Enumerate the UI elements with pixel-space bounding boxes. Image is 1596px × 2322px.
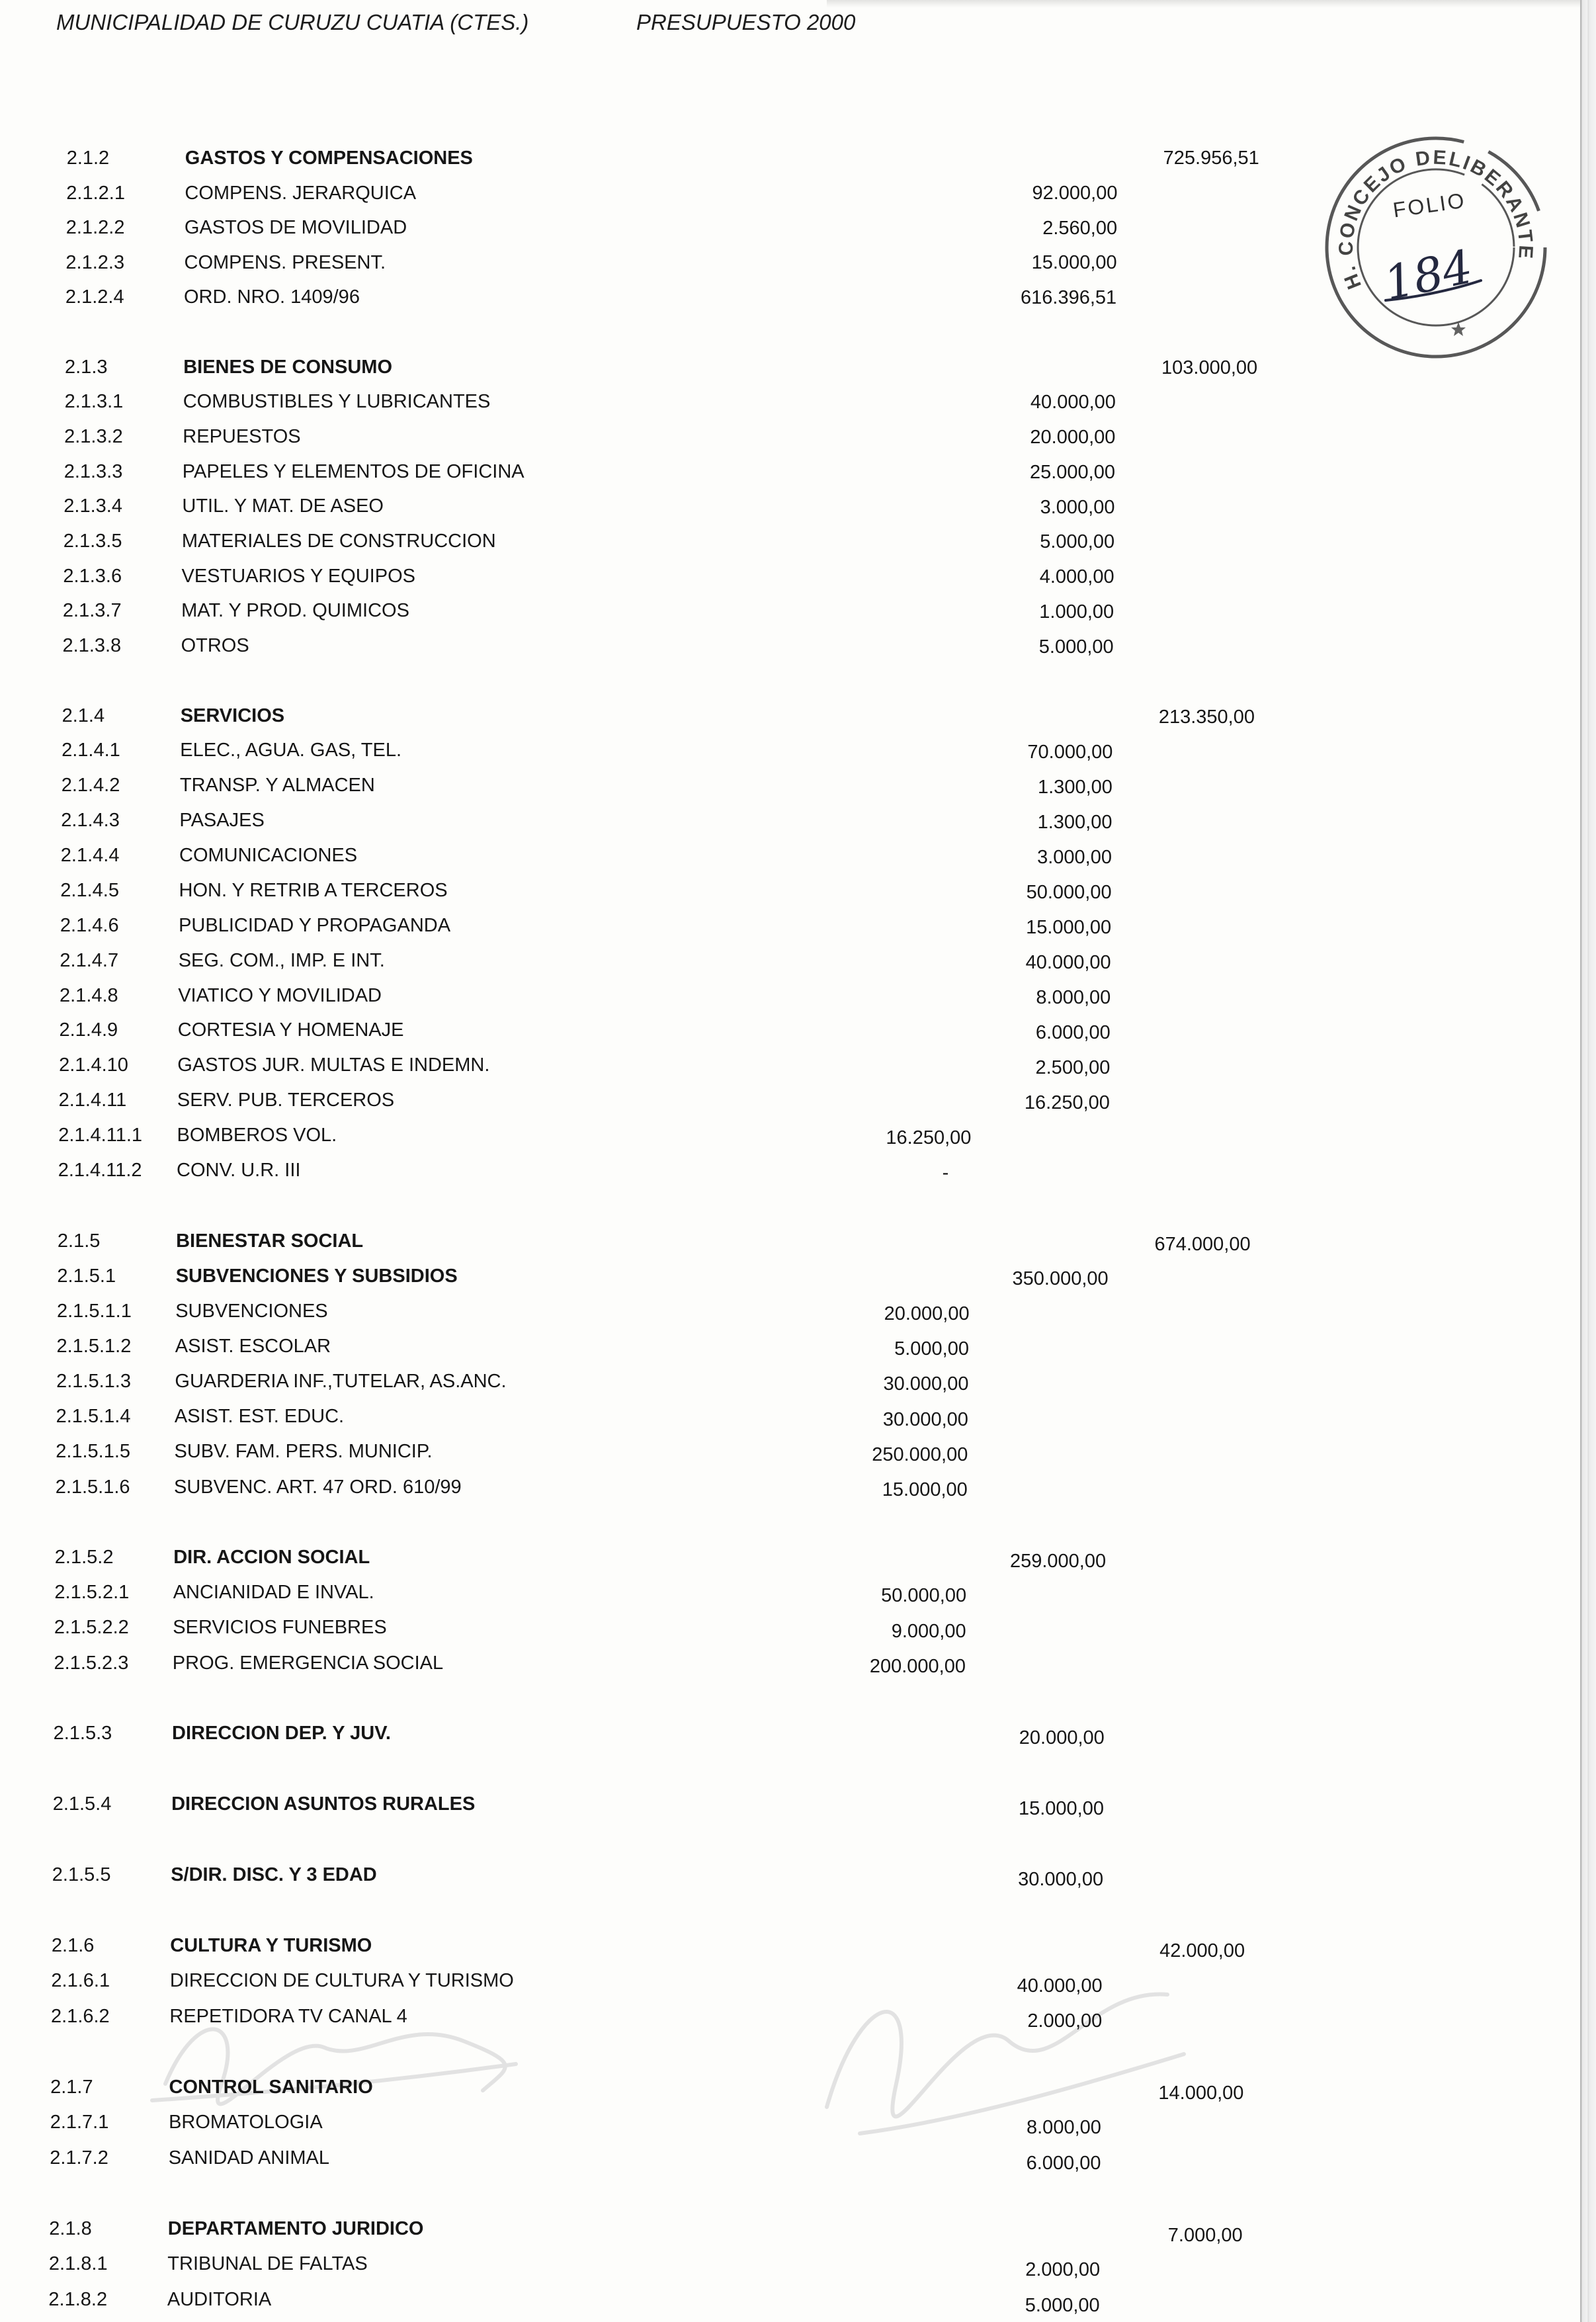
item-description: COMPENS. JERARQUICA	[185, 182, 417, 204]
account-code: 2.1.5.1.3	[56, 1370, 131, 1392]
account-code: 2.1.4.4	[60, 844, 120, 866]
account-code: 2.1.5.1.1	[57, 1300, 132, 1322]
account-code: 2.1.4.11.1	[58, 1125, 143, 1146]
budget-row-item	[0, 253, 1580, 273]
item-amount: 92.000,00	[1032, 182, 1118, 204]
account-code: 2.1.3.2	[64, 425, 123, 447]
item-amount: 3.000,00	[1040, 496, 1115, 518]
subsection-item-description: ASIST. ESCOLAR	[175, 1335, 331, 1357]
subsection-item-amount: 50.000,00	[881, 1585, 967, 1607]
item-description: REPETIDORA TV CANAL 4	[169, 2005, 407, 2027]
subsection-item-description: GUARDERIA INF.,TUTELAR, AS.ANC.	[175, 1370, 507, 1392]
account-code: 2.1.3.8	[62, 635, 122, 656]
account-code: 2.1.4.5	[60, 879, 119, 901]
section-title: DEPARTAMENTO JURIDICO	[167, 2217, 424, 2239]
subsection-item-description: SUBVENC. ART. 47 ORD. 610/99	[174, 1476, 462, 1498]
budget-row-section	[0, 1934, 1580, 1962]
item-amount: 20.000,00	[1030, 426, 1116, 448]
account-code: 2.1.6	[51, 1934, 95, 1956]
subsection-item-amount: 250.000,00	[872, 1443, 968, 1465]
item-amount: 2.000,00	[1025, 2258, 1101, 2280]
budget-row-subsection	[0, 1864, 1580, 1890]
budget-row-item	[0, 497, 1580, 516]
item-description: SEG. COM., IMP. E INT.	[178, 949, 385, 971]
budget-row-subsection	[0, 1723, 1580, 1748]
section-title: CONTROL SANITARIO	[169, 2076, 373, 2098]
account-code: 2.1.8.1	[48, 2253, 108, 2275]
account-code: 2.1.3.4	[63, 495, 122, 517]
item-amount: 3.000,00	[1037, 846, 1112, 868]
budget-row-item	[0, 567, 1580, 586]
subsection-item-amount: 9.000,00	[891, 1620, 966, 1642]
subsection-item-description: ASIST. EST. EDUC.	[174, 1406, 345, 1428]
item-description: GASTOS DE MOVILIDAD	[184, 217, 407, 239]
budget-row-item	[0, 879, 1580, 903]
budget-row-item	[0, 2289, 1580, 2316]
budget-row-item	[0, 986, 1580, 1006]
budget-row-item	[0, 1054, 1580, 1079]
budget-row-item	[0, 427, 1580, 447]
account-code: 2.1.4.9	[59, 1019, 118, 1041]
subitem-description: BOMBEROS VOL.	[177, 1125, 337, 1146]
budget-row-subitem	[0, 1160, 1580, 1183]
budget-row-item	[0, 914, 1580, 938]
section-amount: 213.350,00	[1158, 707, 1255, 728]
account-code: 2.1.4.11	[58, 1090, 127, 1111]
budget-row-item	[0, 392, 1580, 411]
item-description: GASTOS JUR. MULTAS E INDEMN.	[177, 1054, 490, 1076]
subsection-item-amount: 15.000,00	[882, 1479, 968, 1501]
item-amount: 40.000,00	[1017, 1975, 1103, 1997]
subitem-amount: -	[942, 1162, 949, 1183]
subsection-title: DIRECCION ASUNTOS RURALES	[171, 1793, 476, 1815]
item-amount: 8.000,00	[1027, 2117, 1101, 2139]
item-amount: 40.000,00	[1030, 392, 1116, 413]
item-amount: 4.000,00	[1039, 566, 1114, 588]
budget-row-item	[0, 1970, 1580, 1997]
subsection-item-amount: 5.000,00	[894, 1338, 969, 1359]
budget-row-item	[0, 601, 1580, 621]
account-code: 2.1.5.1.6	[55, 1476, 130, 1498]
budget-row-item	[0, 810, 1580, 833]
item-description: BROMATOLOGIA	[169, 2112, 323, 2133]
budget-row-item	[0, 532, 1580, 551]
budget-row-section	[0, 2217, 1580, 2246]
budget-row-item	[0, 218, 1580, 237]
account-code: 2.1.4.3	[61, 810, 120, 831]
item-amount: 25.000,00	[1029, 461, 1115, 483]
budget-row-item	[0, 2253, 1580, 2280]
budget-row-item	[0, 844, 1580, 868]
budget-row-section	[0, 1230, 1580, 1255]
budget-row-subsection-item	[0, 1441, 1580, 1465]
item-description: AUDITORIA	[167, 2289, 272, 2310]
budget-row-section	[0, 358, 1580, 377]
budget-row-section	[0, 2076, 1580, 2104]
account-code: 2.1.5.4	[52, 1793, 112, 1815]
item-amount: 616.396,51	[1021, 286, 1117, 308]
subsection-amount: 350.000,00	[1012, 1268, 1109, 1290]
account-code: 2.1.6.1	[51, 1970, 110, 1992]
account-code: 2.1.8.2	[48, 2289, 108, 2310]
account-code: 2.1.3.1	[64, 391, 124, 413]
item-amount: 50.000,00	[1026, 881, 1112, 903]
item-amount: 2.000,00	[1027, 2010, 1103, 2032]
budget-row-subsection-item	[0, 1476, 1580, 1501]
item-description: VIATICO Y MOVILIDAD	[178, 984, 382, 1006]
budget-row-item	[0, 288, 1580, 307]
subsection-amount: 20.000,00	[1019, 1727, 1105, 1748]
account-code: 2.1.6.2	[51, 2005, 110, 2027]
account-code: 2.1.4.2	[61, 775, 120, 796]
account-code: 2.1.5.3	[53, 1723, 112, 1744]
item-description: PASAJES	[179, 810, 265, 831]
item-amount: 40.000,00	[1025, 951, 1111, 973]
stamp-label: FOLIO	[1391, 188, 1468, 222]
subitem-amount: 16.250,00	[886, 1127, 972, 1148]
budget-row-item	[0, 740, 1580, 763]
account-code: 2.1.5.1.2	[56, 1335, 132, 1357]
item-description: PUBLICIDAD Y PROPAGANDA	[179, 914, 451, 936]
budget-row-subsection	[0, 1546, 1580, 1572]
item-description: COMUNICACIONES	[179, 844, 358, 866]
account-code: 2.1.7.1	[50, 2112, 109, 2133]
budget-row-item	[0, 1019, 1580, 1043]
account-code: 2.1.3.5	[63, 530, 122, 552]
stamp-folio-number: 184	[1379, 239, 1478, 311]
subsection-item-amount: 200.000,00	[869, 1655, 966, 1677]
subsection-amount: 259.000,00	[1009, 1550, 1107, 1572]
item-description: TRIBUNAL DE FALTAS	[167, 2253, 368, 2275]
item-amount: 5.000,00	[1038, 636, 1114, 658]
account-code: 2.1.5.2	[54, 1546, 114, 1568]
item-description: MAT. Y PROD. QUIMICOS	[181, 600, 409, 622]
municipality-name: MUNICIPALIDAD DE CURUZU CUATIA (CTES.)	[56, 10, 529, 34]
account-code: 2.1.7.2	[50, 2147, 108, 2169]
item-description: SANIDAD ANIMAL	[168, 2147, 330, 2169]
account-code: 2.1.2.3	[65, 251, 125, 273]
budget-row-item	[0, 636, 1580, 656]
account-code: 2.1.5.1	[57, 1265, 116, 1287]
account-code: 2.1.5.1.5	[56, 1441, 131, 1463]
item-amount: 2.560,00	[1042, 217, 1118, 239]
subsection-title: DIRECCION DEP. Y JUV.	[172, 1723, 391, 1744]
item-description: HON. Y RETRIB A TERCEROS	[179, 879, 448, 901]
item-amount: 8.000,00	[1036, 987, 1111, 1008]
account-code: 2.1.4.11.2	[58, 1160, 142, 1182]
budget-row-subitem	[0, 1125, 1580, 1148]
item-description: OTROS	[181, 635, 249, 656]
subsection-item-description: SUBV. FAM. PERS. MUNICIP.	[174, 1441, 433, 1463]
item-description: PAPELES Y ELEMENTOS DE OFICINA	[182, 460, 525, 482]
account-code: 2.1.3	[65, 356, 108, 378]
account-code: 2.1.4.1	[62, 740, 120, 761]
section-amount: 103.000,00	[1161, 357, 1258, 378]
budget-row-subsection	[0, 1265, 1580, 1290]
budget-row-item	[0, 2005, 1580, 2032]
subitem-description: CONV. U.R. III	[177, 1160, 301, 1182]
section-title: GASTOS Y COMPENSACIONES	[185, 148, 473, 169]
section-title: SERVICIOS	[180, 705, 285, 726]
account-code: 2.1.5.2.2	[54, 1617, 129, 1639]
account-code: 2.1.8	[49, 2217, 92, 2239]
item-amount: 15.000,00	[1026, 916, 1112, 938]
section-amount: 725.956,51	[1163, 148, 1259, 169]
budget-row-item	[0, 949, 1580, 973]
budget-row-item	[0, 462, 1580, 482]
account-code: 2.1.2	[66, 148, 110, 169]
subsection-amount: 30.000,00	[1018, 1868, 1104, 1890]
account-code: 2.1.5.2.3	[54, 1652, 129, 1674]
budget-row-item	[0, 775, 1580, 798]
subsection-item-amount: 30.000,00	[882, 1408, 968, 1430]
subsection-item-description: SERVICIOS FUNEBRES	[173, 1617, 387, 1639]
budget-row-subsection-item	[0, 1406, 1580, 1430]
account-code: 2.1.7	[50, 2076, 93, 2098]
item-description: UTIL. Y MAT. DE ASEO	[182, 495, 384, 517]
item-description: REPUESTOS	[183, 425, 301, 447]
budget-row-item	[0, 2112, 1580, 2139]
item-amount: 5.000,00	[1025, 2294, 1100, 2316]
budget-row-item	[0, 1090, 1580, 1114]
subsection-title: SUBVENCIONES Y SUBSIDIOS	[175, 1265, 458, 1287]
budget-row-subsection-item	[0, 1652, 1580, 1677]
account-code: 2.1.3.6	[63, 565, 122, 587]
section-title: BIENESTAR SOCIAL	[176, 1230, 364, 1252]
item-amount: 70.000,00	[1027, 741, 1113, 763]
account-code: 2.1.5.1.4	[56, 1406, 131, 1428]
item-description: VESTUARIOS Y EQUIPOS	[181, 565, 415, 587]
subsection-title: DIR. ACCION SOCIAL	[173, 1546, 370, 1568]
account-code: 2.1.4.8	[60, 984, 118, 1006]
budget-row-subsection-item	[0, 1582, 1580, 1607]
section-amount: 674.000,00	[1154, 1233, 1251, 1255]
budget-row-item	[0, 2147, 1580, 2174]
stamp-ring-textpath: H. CONCEJO DELIBERANTE	[1335, 146, 1537, 292]
budget-row-item	[0, 184, 1580, 203]
budget-row-section	[0, 149, 1580, 168]
item-amount: 15.000,00	[1031, 252, 1117, 274]
item-amount: 5.000,00	[1040, 531, 1115, 553]
budget-row-subsection-item	[0, 1335, 1580, 1359]
item-description: ORD. NRO. 1409/96	[184, 286, 360, 308]
subsection-title: S/DIR. DISC. Y 3 EDAD	[171, 1864, 377, 1885]
section-amount: 14.000,00	[1158, 2082, 1244, 2104]
document-title: PRESUPUESTO 2000	[636, 10, 856, 34]
section-amount: 42.000,00	[1159, 1940, 1245, 1962]
account-code: 2.1.5	[57, 1230, 101, 1252]
account-code: 2.1.4.7	[60, 949, 119, 971]
account-code: 2.1.2.2	[65, 217, 125, 239]
budget-row-section	[0, 707, 1580, 726]
section-title: CULTURA Y TURISMO	[170, 1934, 372, 1956]
item-description: COMBUSTIBLES Y LUBRICANTES	[183, 391, 491, 413]
scan-top-shadow	[827, 0, 1580, 8]
section-title: BIENES DE CONSUMO	[183, 356, 393, 378]
item-description: COMPENS. PRESENT.	[184, 251, 386, 273]
account-code: 2.1.5.2.1	[54, 1582, 130, 1604]
item-description: SERV. PUB. TERCEROS	[177, 1090, 395, 1111]
subsection-item-description: PROG. EMERGENCIA SOCIAL	[172, 1652, 444, 1674]
item-description: DIRECCION DE CULTURA Y TURISMO	[169, 1970, 514, 1992]
item-amount: 1.300,00	[1038, 776, 1113, 798]
item-description: CORTESIA Y HOMENAJE	[177, 1019, 404, 1041]
item-amount: 16.250,00	[1024, 1092, 1110, 1114]
item-amount: 2.500,00	[1035, 1057, 1111, 1079]
account-code: 2.1.2.4	[65, 286, 124, 308]
subsection-item-amount: 30.000,00	[883, 1373, 969, 1395]
account-code: 2.1.4	[62, 705, 105, 726]
item-amount: 1.300,00	[1037, 811, 1113, 833]
budget-row-subsection-item	[0, 1617, 1580, 1642]
account-code: 2.1.3.3	[63, 460, 123, 482]
item-amount: 6.000,00	[1035, 1021, 1111, 1043]
account-code: 2.1.3.7	[62, 600, 122, 622]
item-description: ELEC., AGUA. GAS, TEL.	[180, 740, 402, 761]
item-amount: 6.000,00	[1026, 2152, 1101, 2174]
subsection-item-description: ANCIANIDAD E INVAL.	[173, 1582, 374, 1604]
subsection-amount: 15.000,00	[1018, 1797, 1104, 1819]
item-description: MATERIALES DE CONSTRUCCION	[181, 530, 496, 552]
budget-row-subsection-item	[0, 1300, 1580, 1324]
budget-row-subsection-item	[0, 1370, 1580, 1395]
account-code: 2.1.5.5	[52, 1864, 111, 1885]
scan-page-edge	[1580, 0, 1596, 2322]
budget-row-subsection	[0, 1793, 1580, 1819]
account-code: 2.1.4.10	[59, 1054, 128, 1076]
subsection-item-amount: 20.000,00	[884, 1303, 970, 1324]
item-description: TRANSP. Y ALMACEN	[179, 775, 375, 796]
account-code: 2.1.2.1	[66, 182, 125, 204]
account-code: 2.1.4.6	[60, 914, 119, 936]
section-amount: 7.000,00	[1167, 2224, 1243, 2246]
item-amount: 1.000,00	[1039, 601, 1114, 623]
subsection-item-description: SUBVENCIONES	[175, 1300, 328, 1322]
